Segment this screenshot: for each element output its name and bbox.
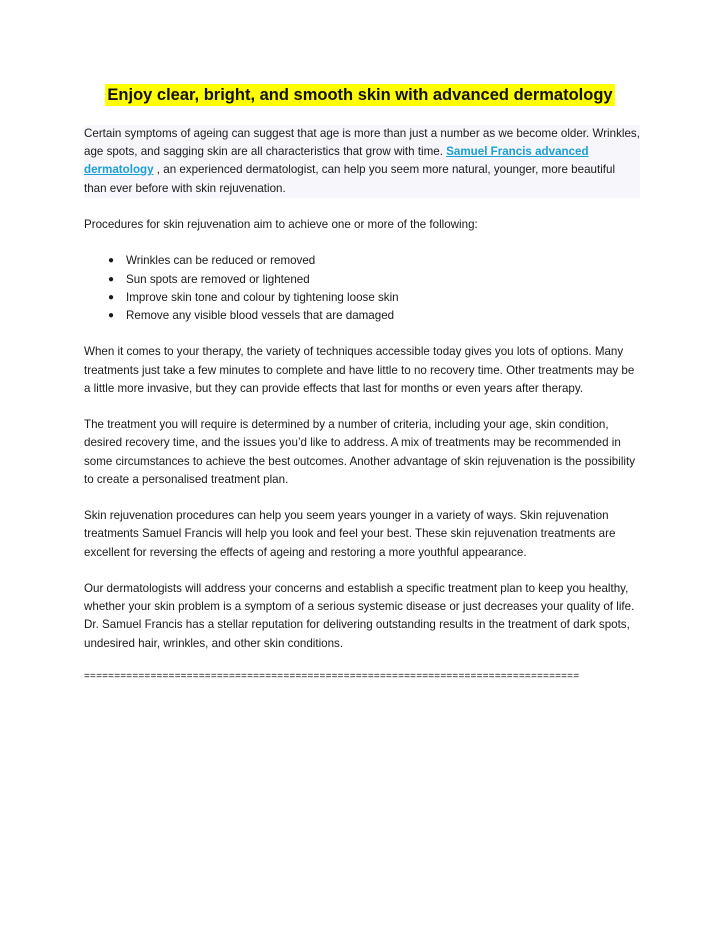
page-title: Enjoy clear, bright, and smooth skin with advanced dermatology (107, 86, 613, 104)
intro-text-after: , an experienced dermatologist, can help you seem more natural, younger, more beautiful than ever before with skin rejuvenation. (84, 163, 616, 195)
list-item-text: Improve skin tone and colour by tightening loose skin (126, 290, 399, 304)
bullet-icon: ● (107, 255, 115, 267)
document-body (84, 125, 640, 683)
bullet-icon: ● (107, 291, 115, 303)
samuel-francis-link[interactable]: Samuel Francis advanced dermatology (84, 145, 589, 177)
therapy-options-paragraph: When it comes to your therapy, the variety of techniques accessible today gives you lots of options. Many treatments just take a few minutes to complete and have little to no recovery time. Other treatments may be a little more invasive, but they can provide effects that last for months or even years after therapy. (84, 345, 635, 395)
treatment-criteria-paragraph: The treatment you will require is determined by a number of criteria, including your age, skin condition, desired recovery time, and the issues you’d like to address. A mix of treatments may be recommended in some circumstances to achieve the best outcomes. Another advantage of skin rejuvenation is the possibility to create a personalised treatment plan. (84, 418, 636, 486)
bullet-icon: ● (107, 273, 115, 285)
intro-text-before: Certain symptoms of ageing can suggest that age is more than just a number as we become older. Wrinkles, age spots, and sagging skin are all characteristics that grow with time. (84, 127, 640, 159)
bullet-icon: ● (107, 310, 115, 321)
dermatologists-paragraph: Our dermatologists will address your concerns and establish a specific treatment plan to keep you healthy, whether your skin problem is a symptom of a serious systemic disease or just decreases your quality of life. Dr. Samuel Francis has a stellar reputation for delivering outstanding results in the treatment of dark spots, undesired hair, wrinkles, and other skin conditions. (84, 581, 635, 650)
separator-line: ================================================================================== (84, 670, 580, 682)
list-item (104, 307, 640, 325)
list-item (104, 252, 640, 270)
title-wrap (0, 84, 720, 106)
intro-paragraph (84, 125, 640, 198)
list-item (104, 289, 640, 307)
list-item-text: Wrinkles can be reduced or removed (126, 254, 316, 268)
list-item-text: Sun spots are removed or lightened (126, 272, 310, 286)
procedures-intro: Procedures for skin rejuvenation aim to achieve one or more of the following: (84, 218, 478, 231)
rejuvenation-benefits-paragraph: Skin rejuvenation procedures can help you seem years younger in a variety of ways. Skin rejuvenation treatments Samuel Francis will help you look and feel your best. These skin rejuvenation treatments are excellent for reversing the effects of ageing and restoring a more youthful appearance. (84, 509, 616, 559)
list-item (104, 271, 640, 289)
benefits-list (84, 252, 640, 325)
list-item-text: Remove any visible blood vessels that are damaged (126, 309, 395, 322)
